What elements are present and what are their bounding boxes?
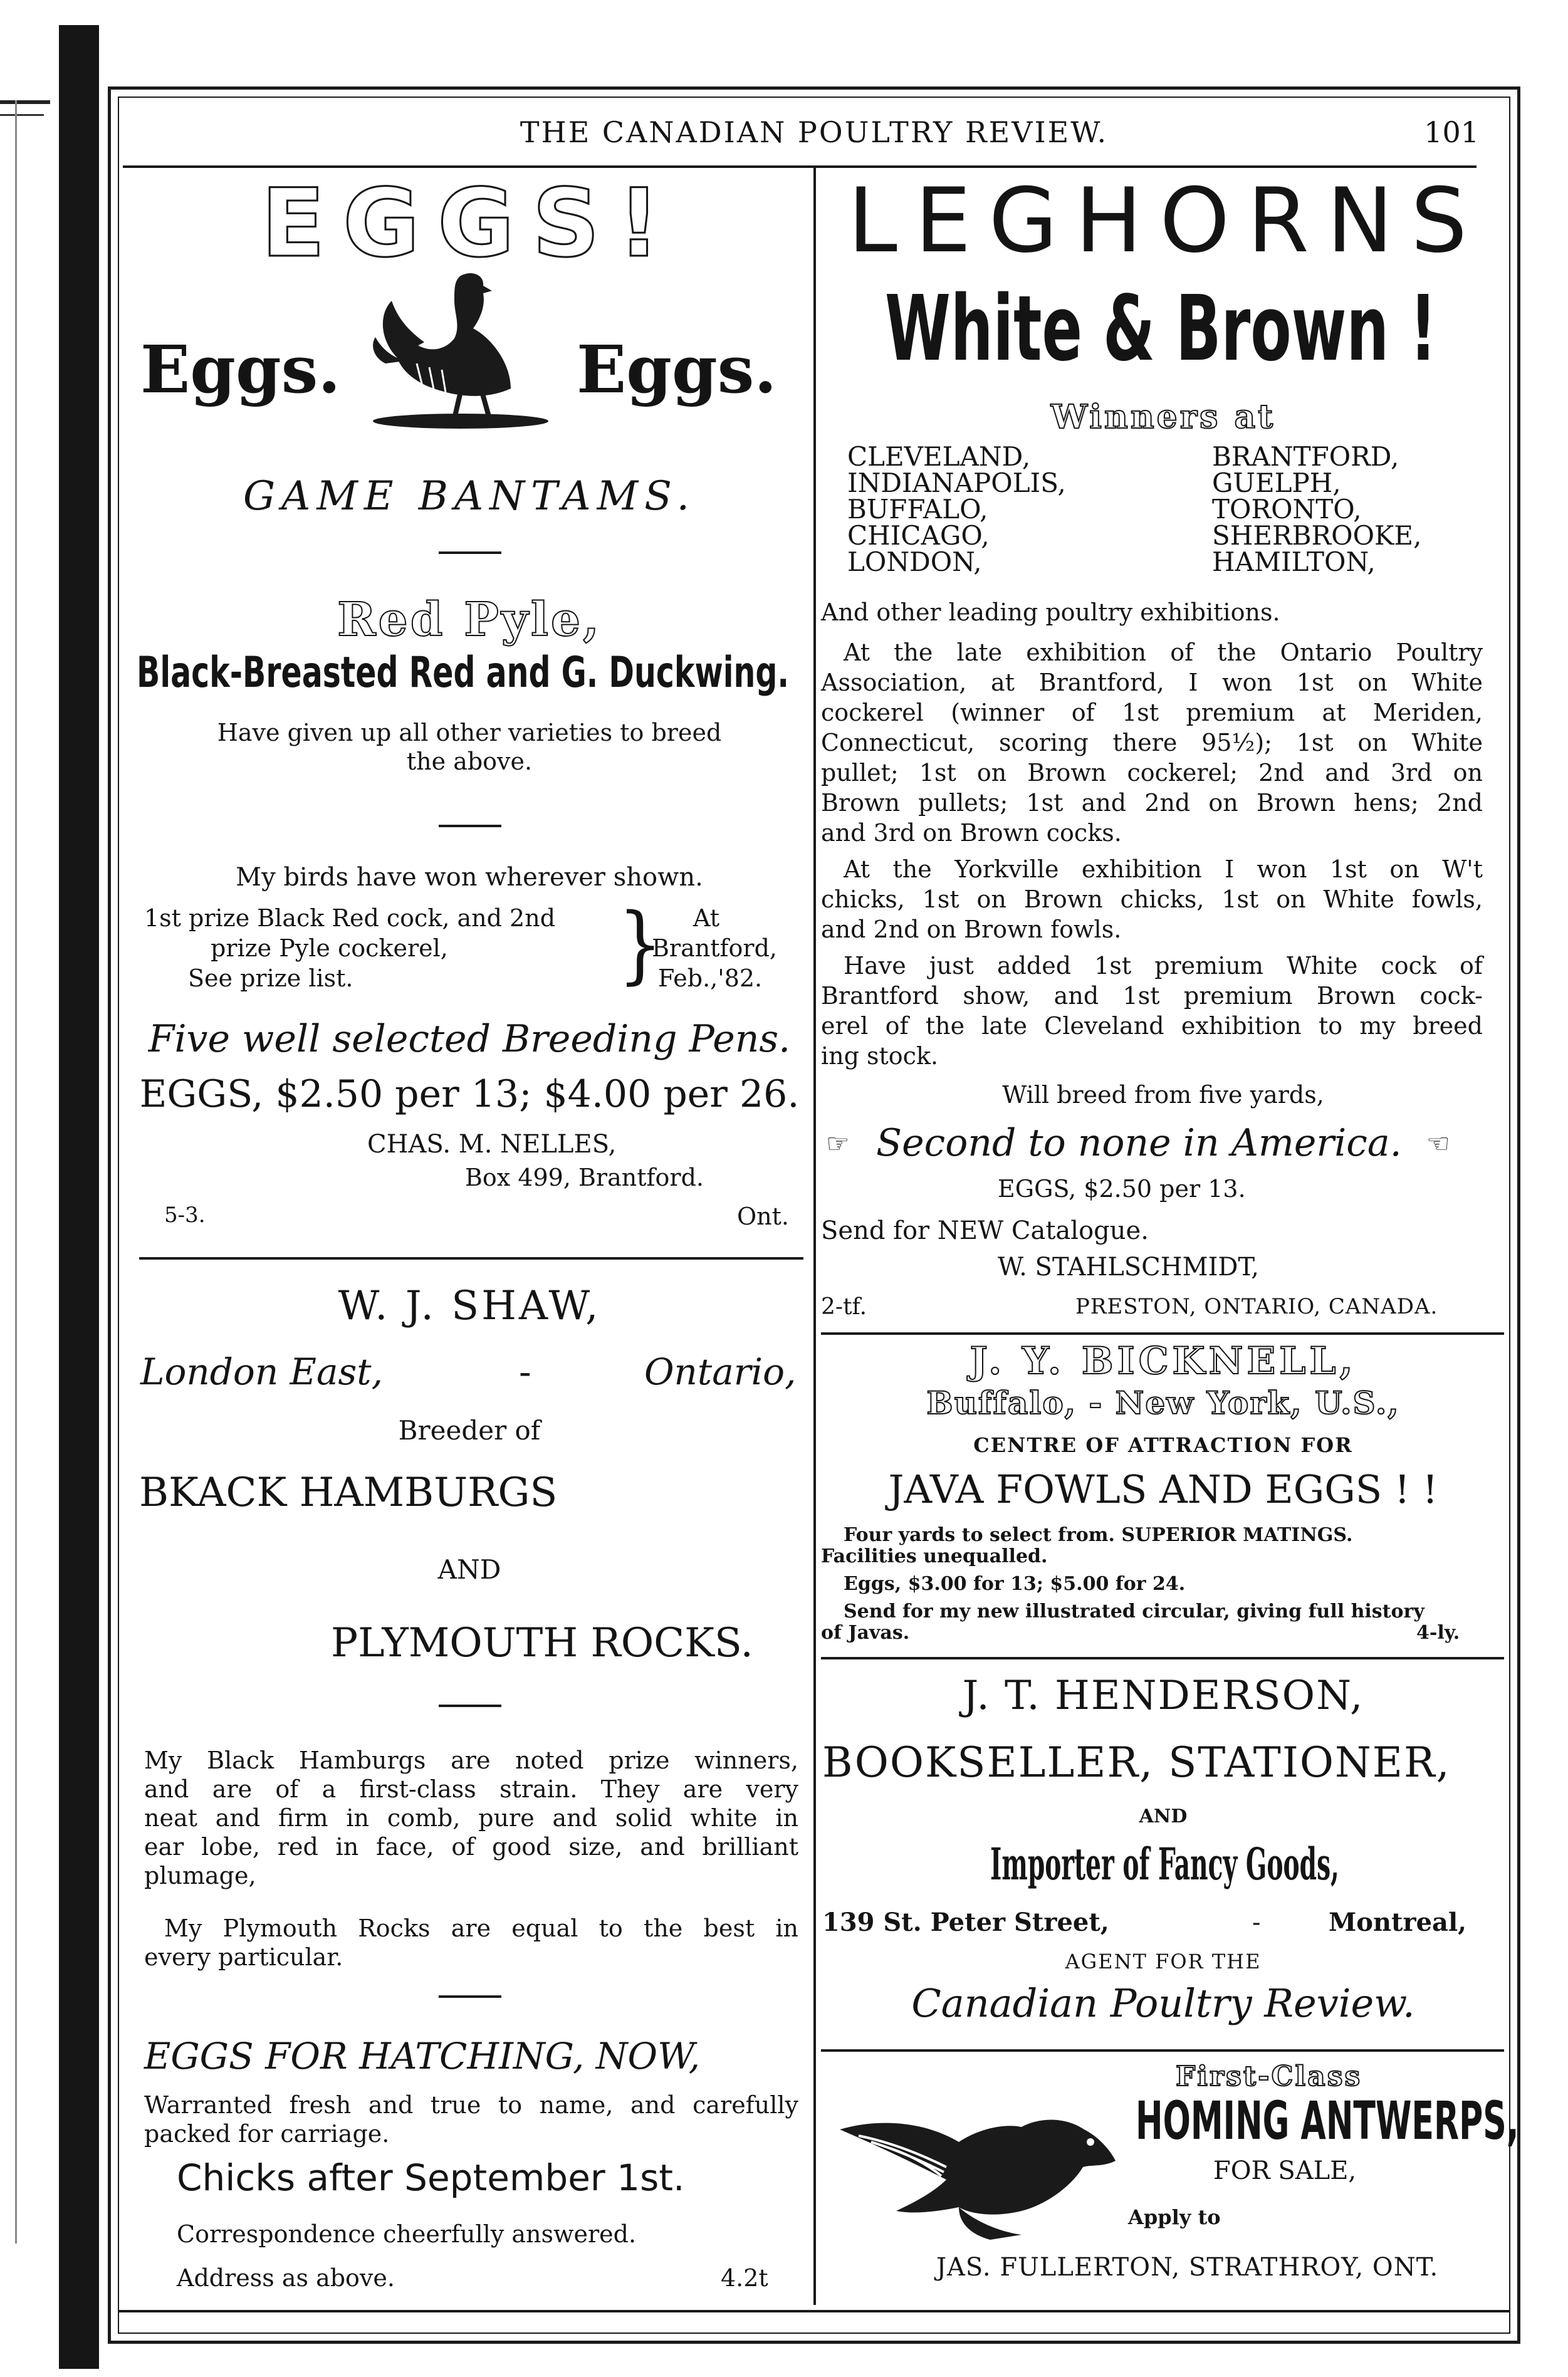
city-left-2: INDIANAPOLIS, [847, 468, 1066, 498]
at-line-2: Brantford, [652, 934, 778, 962]
city-left-3: BUFFALO, [847, 494, 988, 525]
shaw-name: W. J. SHAW, [338, 1283, 601, 1329]
given-up-line-2: the above. [406, 748, 533, 775]
page-number: 101 [1424, 115, 1479, 149]
short-rule [439, 825, 501, 827]
henderson-dash: - [1252, 1908, 1261, 1937]
yards-line: Four yards to select from. SUPERIOR MATINGS. [844, 1524, 1353, 1546]
importer-line: Importer of Fancy Goods, [990, 1838, 1339, 1890]
shaw-dash: - [519, 1350, 531, 1393]
brantford-line-1: At the late exhibition of the Ontario Poultry [844, 639, 1483, 666]
winners-at-line: Winners at [1050, 398, 1276, 436]
page-header [118, 97, 1510, 167]
city-right-3: TORONTO, [1212, 494, 1362, 525]
shaw-location-left: London East, [140, 1350, 384, 1393]
city-left-1: CLEVELAND, [847, 441, 1031, 472]
added-line-4: ing stock. [821, 1042, 939, 1070]
shaw-location-right: Ontario, [644, 1350, 797, 1393]
brantford-line-6: Brown pullets; 1st and 2nd on Brown hens; 2nd [821, 789, 1483, 817]
eggs-left-label: Eggs. [140, 331, 341, 408]
binding-shadow [59, 25, 99, 2369]
pigeon-illustration [834, 2092, 1128, 2242]
rocks-line-2: every particular. [144, 1943, 343, 1971]
for-sale-line: FOR SALE, [1213, 2156, 1357, 2185]
at-line-1: At [693, 904, 720, 932]
advertiser-box: Box 499, Brantford. [465, 1164, 704, 1191]
second-to-none-line: Second to none in America. [876, 1121, 1402, 1165]
bottom-rule [118, 2310, 1510, 2312]
warranted-line-2: packed for carriage. [144, 2120, 390, 2148]
bicknell-name: J. Y. BICKNELL, [970, 1339, 1357, 1383]
advertiser-name: W. STAHLSCHMIDT, [998, 1253, 1260, 1282]
other-exhibitions-line: And other leading poultry exhibitions. [821, 598, 1280, 626]
game-bantams-heading: GAME BANTAMS. [243, 473, 696, 520]
address-line: Address as above. [177, 2264, 395, 2292]
yorkville-line-1: At the Yorkville exhibition I won 1st on W't [844, 855, 1483, 883]
apply-line: Apply to [1128, 2205, 1221, 2229]
added-line-1: Have just added 1st premium White cock of [844, 952, 1483, 980]
warranted-line-1: Warranted fresh and true to name, and carefully [144, 2091, 798, 2119]
eggs-price-line: Eggs, $3.00 for 13; $5.00 for 24. [844, 1573, 1186, 1595]
henderson-name: J. T. HENDERSON, [962, 1673, 1364, 1719]
advertiser-province: Ont. [737, 1203, 789, 1230]
black-breasted-heading: Black-Breasted Red and G. Duckwing. [137, 648, 790, 697]
brantford-line-2: Association, at Brantford, I won 1st on White [821, 669, 1483, 696]
section-rule [821, 1657, 1504, 1659]
facilities-line: Facilities unequalled. [821, 1545, 1048, 1567]
breeding-pens-line: Five well selected Breeding Pens. [148, 1017, 791, 1061]
city-right-1: BRANTFORD, [1212, 441, 1399, 472]
eggs-hatching-heading: EGGS FOR HATCHING, NOW, [144, 2035, 701, 2077]
eggs-heading: EGGS! [261, 169, 678, 278]
five-yards-line: Will breed from five yards, [1002, 1081, 1324, 1109]
fullerton-name: JAS. FULLERTON, STRATHROY, ONT. [936, 2253, 1439, 2282]
city-left-4: CHICAGO, [847, 520, 990, 551]
prize-line-1: 1st prize Black Red cock, and 2nd [144, 904, 556, 932]
java-heading: JAVA FOWLS AND EGGS ! ! [888, 1466, 1438, 1512]
and-line: AND [1139, 1805, 1188, 1827]
eggs-price-line: EGGS, $2.50 per 13; $4.00 per 26. [139, 1072, 800, 1116]
won-wherever-line: My birds have won wherever shown. [236, 863, 703, 892]
hamburgs-line-3: neat and firm in comb, pure and solid white in [144, 1804, 798, 1832]
first-class-line: First-Class [1176, 2061, 1362, 2092]
brace: } [618, 896, 663, 994]
brantford-line-3: cockerel (winner of 1st premium at Meriden, [821, 699, 1483, 726]
and-line: AND [437, 1554, 501, 1585]
circular-line-2: of Javas. [821, 1622, 910, 1644]
scan-edge-mark [0, 114, 44, 116]
pointing-hand-icon: ☞ [826, 1128, 850, 1159]
circular-line-1: Send for my new illustrated circular, giving full history [844, 1601, 1424, 1622]
breed-line-1: BKACK HAMBURGS [139, 1470, 558, 1516]
correspondence-line: Correspondence cheerfully answered. [177, 2220, 637, 2248]
city-right-5: HAMILTON, [1212, 546, 1376, 577]
header-rule [123, 165, 1477, 168]
eggs-right-label: Eggs. [577, 331, 777, 408]
hamburgs-line-2: and are of a first-class strain. They are very [144, 1775, 798, 1803]
henderson-trade: BOOKSELLER, STATIONER, [822, 1738, 1451, 1787]
advert-code: 2-tf. [821, 1294, 867, 1320]
hamburgs-line-4: ear lobe, red in face, of good size, and brilliant [144, 1833, 798, 1861]
section-rule [821, 1332, 1504, 1335]
rocks-line-1: My Plymouth Rocks are equal to the best in [164, 1915, 798, 1942]
catalogue-line: Send for NEW Catalogue. [821, 1216, 1149, 1245]
advert-code: 5-3. [164, 1203, 206, 1228]
scan-edge-line [15, 100, 17, 2244]
journal-title: THE CANADIAN POULTRY REVIEW. [520, 115, 1109, 149]
agent-line: AGENT FOR THE [1065, 1950, 1262, 1973]
given-up-line-1: Have given up all other varieties to breed [217, 719, 722, 746]
advertiser-location: PRESTON, ONTARIO, CANADA. [1075, 1294, 1438, 1319]
chicks-line: Chicks after September 1st. [177, 2156, 685, 2199]
red-pyle-heading: Red Pyle, [337, 593, 602, 647]
henderson-city: Montreal, [1329, 1908, 1467, 1937]
gamecock-illustration [367, 263, 555, 432]
brantford-line-7: and 3rd on Brown cocks. [821, 819, 1122, 847]
breed-line-2: PLYMOUTH ROCKS. [331, 1620, 753, 1666]
centre-line: CENTRE OF ATTRACTION FOR [973, 1433, 1353, 1457]
prize-line-2: prize Pyle cockerel, [211, 934, 448, 962]
hamburgs-line-1: My Black Hamburgs are noted prize winners, [144, 1747, 798, 1774]
breeder-of-line: Breeder of [398, 1415, 541, 1446]
white-brown-heading: White & Brown ! [885, 276, 1437, 381]
brantford-line-4: Connecticut, scoring there 95½); 1st on White [821, 729, 1483, 756]
added-line-3: erel of the late Cleveland exhibition to my breed [821, 1012, 1483, 1040]
city-right-4: SHERBROOKE, [1212, 520, 1422, 551]
advertiser-name: CHAS. M. NELLES, [367, 1130, 617, 1159]
yorkville-line-3: and 2nd on Brown fowls. [821, 916, 1122, 943]
bicknell-location: Buffalo, - New York, U.S., [926, 1384, 1400, 1421]
city-left-5: LONDON, [847, 546, 982, 577]
review-line: Canadian Poultry Review. [911, 1980, 1415, 2026]
scan-edge-mark [0, 100, 50, 104]
yorkville-line-2: chicks, 1st on Brown chicks, 1st on White fowls, [821, 885, 1483, 913]
homing-antwerps-heading: HOMING ANTWERPS, [1136, 2090, 1519, 2151]
hamburgs-line-5: plumage, [144, 1862, 256, 1889]
short-rule [439, 551, 501, 554]
brantford-line-5: pullet; 1st on Brown cockerel; 2nd and 3rd on [821, 759, 1483, 786]
prize-line-3: See prize list. [188, 964, 353, 992]
henderson-address: 139 St. Peter Street, [822, 1908, 1109, 1937]
eggs-price-line: EGGS, $2.50 per 13. [998, 1175, 1246, 1203]
short-rule [439, 1705, 501, 1707]
short-rule [439, 1995, 501, 1998]
pointing-hand-icon: ☜ [1426, 1128, 1450, 1159]
city-right-2: GUELPH, [1212, 468, 1341, 498]
added-line-2: Brantford show, and 1st premium Brown cock- [821, 982, 1483, 1010]
at-line-3: Feb.,'82. [658, 964, 763, 992]
advert-code: 4.2t [721, 2264, 768, 2292]
section-rule [821, 2049, 1504, 2052]
leghorns-heading: LEGHORNS [847, 169, 1485, 273]
section-rule [139, 1257, 803, 1260]
advert-code: 4-ly. [1416, 1622, 1460, 1644]
